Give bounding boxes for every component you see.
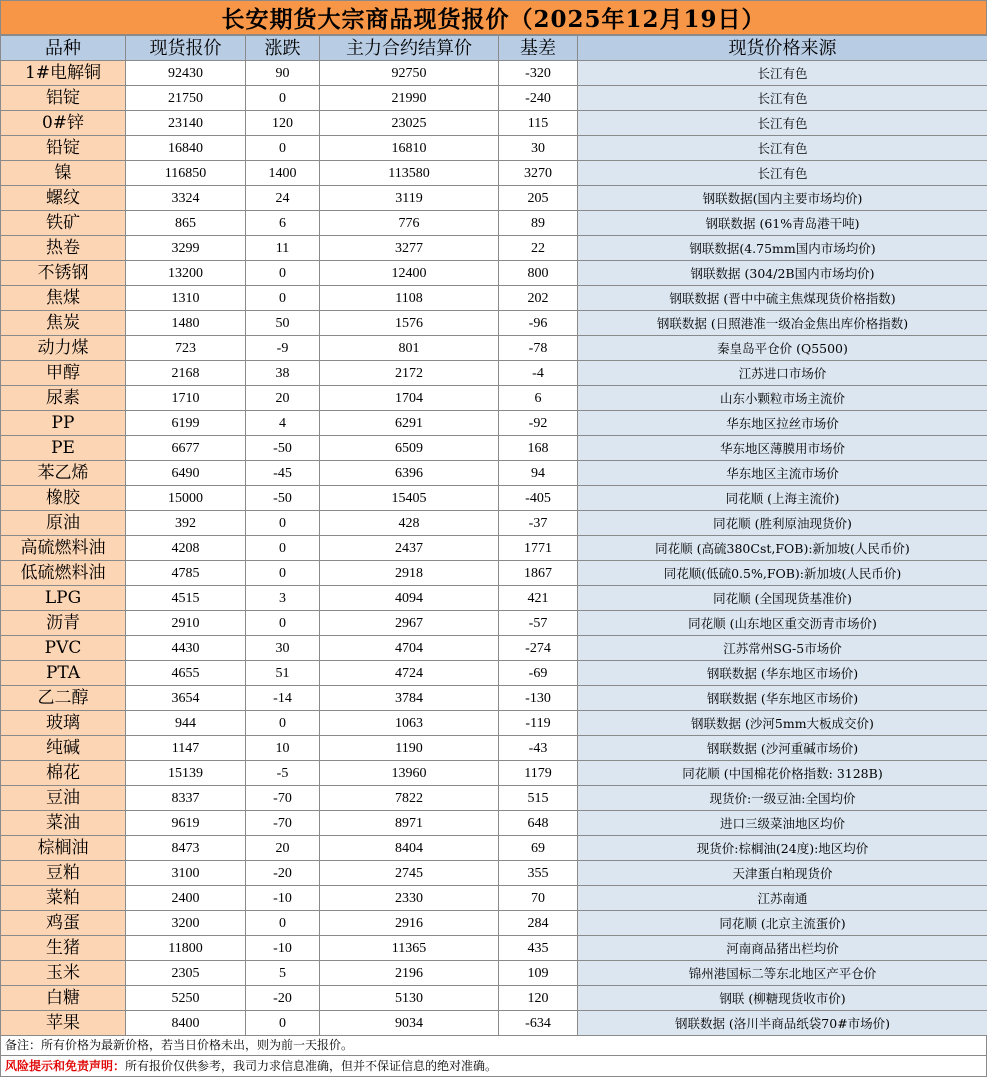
basis-value: -320	[499, 61, 578, 86]
table-row	[1, 361, 987, 386]
price-change: 10	[246, 736, 320, 761]
basis-value: 435	[499, 936, 578, 961]
settlement-price: 1576	[320, 311, 499, 336]
commodity-name: 豆油	[1, 786, 126, 811]
commodity-name: 螺纹	[1, 186, 126, 211]
table-row	[1, 186, 987, 211]
table-row	[1, 261, 987, 286]
table-body	[1, 61, 987, 1036]
settlement-price: 4094	[320, 586, 499, 611]
basis-value: 30	[499, 136, 578, 161]
spot-price: 5250	[126, 986, 246, 1011]
settlement-price: 6291	[320, 411, 499, 436]
spot-price: 2168	[126, 361, 246, 386]
price-change: 50	[246, 311, 320, 336]
settlement-price: 16810	[320, 136, 499, 161]
commodity-name: 铝锭	[1, 86, 126, 111]
price-source: 现货价:棕榈油(24度):地区均价	[578, 836, 987, 861]
settlement-price: 1704	[320, 386, 499, 411]
price-change: 11	[246, 236, 320, 261]
commodity-name: 甲醇	[1, 361, 126, 386]
price-change: -9	[246, 336, 320, 361]
price-change: 4	[246, 411, 320, 436]
settlement-price: 92750	[320, 61, 499, 86]
spot-price: 11800	[126, 936, 246, 961]
table-row	[1, 736, 987, 761]
spot-price: 8337	[126, 786, 246, 811]
price-change: 38	[246, 361, 320, 386]
table-row	[1, 61, 987, 86]
basis-value: 115	[499, 111, 578, 136]
table-row	[1, 436, 987, 461]
settlement-price: 8971	[320, 811, 499, 836]
settlement-price: 801	[320, 336, 499, 361]
basis-value: 22	[499, 236, 578, 261]
basis-value: 120	[499, 986, 578, 1011]
price-source: 长江有色	[578, 61, 987, 86]
price-change: 20	[246, 836, 320, 861]
price-change: 0	[246, 561, 320, 586]
commodity-name: PE	[1, 436, 126, 461]
table-row	[1, 511, 987, 536]
settlement-price: 6509	[320, 436, 499, 461]
price-change: 0	[246, 511, 320, 536]
spot-price: 723	[126, 336, 246, 361]
price-source: 钢联数据 (61%青岛港干吨)	[578, 211, 987, 236]
settlement-price: 11365	[320, 936, 499, 961]
basis-value: -634	[499, 1011, 578, 1036]
commodity-name: 动力煤	[1, 336, 126, 361]
price-change: -50	[246, 436, 320, 461]
basis-value: 1867	[499, 561, 578, 586]
commodity-name: 热卷	[1, 236, 126, 261]
settlement-price: 15405	[320, 486, 499, 511]
commodity-name: PTA	[1, 661, 126, 686]
price-source: 钢联数据 (洛川半商品纸袋70#市场价)	[578, 1011, 987, 1036]
spot-price: 15139	[126, 761, 246, 786]
price-change: 20	[246, 386, 320, 411]
commodity-name: 棕榈油	[1, 836, 126, 861]
commodity-name: 原油	[1, 511, 126, 536]
spot-price: 21750	[126, 86, 246, 111]
basis-value: 3270	[499, 161, 578, 186]
table-row	[1, 336, 987, 361]
settlement-price: 1108	[320, 286, 499, 311]
basis-value: 70	[499, 886, 578, 911]
price-source: 钢联数据 (日照港准一级冶金焦出库价格指数)	[578, 311, 987, 336]
commodity-name: 豆粕	[1, 861, 126, 886]
commodity-name: 不锈钢	[1, 261, 126, 286]
price-change: 0	[246, 86, 320, 111]
table-row	[1, 711, 987, 736]
price-source: 山东小颗粒市场主流价	[578, 386, 987, 411]
price-source: 同花顺 (上海主流价)	[578, 486, 987, 511]
price-source: 江苏常州SG-5市场价	[578, 636, 987, 661]
table-row	[1, 811, 987, 836]
settlement-price: 2330	[320, 886, 499, 911]
spot-price: 1147	[126, 736, 246, 761]
spot-price: 3654	[126, 686, 246, 711]
price-change: 30	[246, 636, 320, 661]
price-change: -14	[246, 686, 320, 711]
price-source: 同花顺 (北京主流蛋价)	[578, 911, 987, 936]
commodity-name: 生猪	[1, 936, 126, 961]
commodity-name: 橡胶	[1, 486, 126, 511]
price-change: 120	[246, 111, 320, 136]
table-row	[1, 961, 987, 986]
price-change: 0	[246, 136, 320, 161]
price-source: 同花顺 (高硫380Cst,FOB):新加坡(人民币价)	[578, 536, 987, 561]
price-source: 江苏南通	[578, 886, 987, 911]
price-change: 90	[246, 61, 320, 86]
commodity-name: 苯乙烯	[1, 461, 126, 486]
basis-value: 69	[499, 836, 578, 861]
basis-value: -4	[499, 361, 578, 386]
price-source: 钢联数据(国内主要市场均价)	[578, 186, 987, 211]
basis-value: -92	[499, 411, 578, 436]
spot-price: 92430	[126, 61, 246, 86]
table-row	[1, 286, 987, 311]
commodity-name: 焦炭	[1, 311, 126, 336]
price-source: 长江有色	[578, 111, 987, 136]
settlement-price: 13960	[320, 761, 499, 786]
settlement-price: 3277	[320, 236, 499, 261]
table-row	[1, 411, 987, 436]
price-source: 河南商品猪出栏均价	[578, 936, 987, 961]
commodity-name: 鸡蛋	[1, 911, 126, 936]
header-commodity: 品种	[1, 36, 126, 61]
settlement-price: 4724	[320, 661, 499, 686]
settlement-price: 3784	[320, 686, 499, 711]
spot-price: 3200	[126, 911, 246, 936]
basis-value: -78	[499, 336, 578, 361]
disclaimer-text: 所有报价仅供参考，我司力求信息准确，但并不保证信息的绝对准确。	[125, 1059, 497, 1073]
table-row	[1, 836, 987, 861]
settlement-price: 2967	[320, 611, 499, 636]
commodity-name: 乙二醇	[1, 686, 126, 711]
sheet-title: 长安期货大宗商品现货报价（2025年12月19日）	[0, 0, 987, 35]
table-row	[1, 586, 987, 611]
table-row	[1, 86, 987, 111]
spot-price: 13200	[126, 261, 246, 286]
spot-price: 2305	[126, 961, 246, 986]
basis-value: -37	[499, 511, 578, 536]
spot-price: 2400	[126, 886, 246, 911]
commodity-name: 沥青	[1, 611, 126, 636]
commodity-name: LPG	[1, 586, 126, 611]
table-row	[1, 136, 987, 161]
commodity-name: 苹果	[1, 1011, 126, 1036]
price-change: -10	[246, 886, 320, 911]
price-source: 钢联数据(4.75mm国内市场均价)	[578, 236, 987, 261]
price-change: -45	[246, 461, 320, 486]
spot-price: 392	[126, 511, 246, 536]
price-source: 钢联数据 (304/2B国内市场均价)	[578, 261, 987, 286]
basis-value: 202	[499, 286, 578, 311]
table-row	[1, 211, 987, 236]
spot-price: 16840	[126, 136, 246, 161]
price-change: 6	[246, 211, 320, 236]
table-row	[1, 911, 987, 936]
header-settlement: 主力合约结算价	[320, 36, 499, 61]
basis-value: 421	[499, 586, 578, 611]
table-row	[1, 936, 987, 961]
spot-price: 116850	[126, 161, 246, 186]
table-row	[1, 161, 987, 186]
price-source: 锦州港国标二等东北地区产平仓价	[578, 961, 987, 986]
settlement-price: 113580	[320, 161, 499, 186]
basis-value: -405	[499, 486, 578, 511]
spot-price: 3324	[126, 186, 246, 211]
commodity-name: 玻璃	[1, 711, 126, 736]
settlement-price: 5130	[320, 986, 499, 1011]
settlement-price: 2745	[320, 861, 499, 886]
basis-value: 168	[499, 436, 578, 461]
settlement-price: 3119	[320, 186, 499, 211]
commodity-name: 棉花	[1, 761, 126, 786]
basis-value: 94	[499, 461, 578, 486]
spot-price: 8473	[126, 836, 246, 861]
commodity-name: 玉米	[1, 961, 126, 986]
basis-value: 89	[499, 211, 578, 236]
table-row	[1, 1011, 987, 1036]
table-row	[1, 536, 987, 561]
price-source: 华东地区主流市场价	[578, 461, 987, 486]
basis-value: 109	[499, 961, 578, 986]
spot-price: 8400	[126, 1011, 246, 1036]
price-change: 51	[246, 661, 320, 686]
price-change: 0	[246, 536, 320, 561]
basis-value: 205	[499, 186, 578, 211]
spot-price: 4208	[126, 536, 246, 561]
settlement-price: 6396	[320, 461, 499, 486]
spot-price: 4430	[126, 636, 246, 661]
spot-price: 4655	[126, 661, 246, 686]
header-basis: 基差	[499, 36, 578, 61]
spot-price: 1310	[126, 286, 246, 311]
table-row	[1, 311, 987, 336]
price-change: 1400	[246, 161, 320, 186]
settlement-price: 2196	[320, 961, 499, 986]
table-row	[1, 786, 987, 811]
table-row	[1, 486, 987, 511]
price-source: 钢联数据 (华东地区市场价)	[578, 686, 987, 711]
basis-value: 648	[499, 811, 578, 836]
basis-value: 1179	[499, 761, 578, 786]
settlement-price: 1190	[320, 736, 499, 761]
price-source: 长江有色	[578, 136, 987, 161]
spot-price: 1710	[126, 386, 246, 411]
basis-value: -130	[499, 686, 578, 711]
price-change: -70	[246, 811, 320, 836]
price-change: -20	[246, 986, 320, 1011]
commodity-name: 尿素	[1, 386, 126, 411]
price-change: -20	[246, 861, 320, 886]
spot-price: 23140	[126, 111, 246, 136]
basis-value: 800	[499, 261, 578, 286]
price-change: -10	[246, 936, 320, 961]
settlement-price: 21990	[320, 86, 499, 111]
basis-value: 1771	[499, 536, 578, 561]
price-change: 0	[246, 711, 320, 736]
basis-value: -57	[499, 611, 578, 636]
price-change: 0	[246, 1011, 320, 1036]
spot-price: 3299	[126, 236, 246, 261]
spot-price: 3100	[126, 861, 246, 886]
table-row	[1, 386, 987, 411]
basis-value: -96	[499, 311, 578, 336]
table-row	[1, 461, 987, 486]
header-row	[1, 36, 987, 61]
basis-value: -43	[499, 736, 578, 761]
settlement-price: 2918	[320, 561, 499, 586]
price-source: 同花顺 (全国现货基准价)	[578, 586, 987, 611]
table-row	[1, 661, 987, 686]
table-row	[1, 861, 987, 886]
commodity-name: 焦煤	[1, 286, 126, 311]
commodity-name: 铅锭	[1, 136, 126, 161]
price-source: 华东地区薄膜用市场价	[578, 436, 987, 461]
commodity-name: 高硫燃料油	[1, 536, 126, 561]
settlement-price: 7822	[320, 786, 499, 811]
price-change: 0	[246, 911, 320, 936]
table-row	[1, 561, 987, 586]
commodity-name: PP	[1, 411, 126, 436]
commodity-name: 1#电解铜	[1, 61, 126, 86]
table-row	[1, 636, 987, 661]
basis-value: 355	[499, 861, 578, 886]
table-row	[1, 886, 987, 911]
table-row	[1, 686, 987, 711]
settlement-price: 4704	[320, 636, 499, 661]
basis-value: -240	[499, 86, 578, 111]
price-source: 长江有色	[578, 86, 987, 111]
settlement-price: 2437	[320, 536, 499, 561]
price-source: 进口三级菜油地区均价	[578, 811, 987, 836]
table-row	[1, 761, 987, 786]
basis-value: -69	[499, 661, 578, 686]
basis-value: -119	[499, 711, 578, 736]
table-row	[1, 236, 987, 261]
spot-price: 944	[126, 711, 246, 736]
header-spot-price: 现货报价	[126, 36, 246, 61]
settlement-price: 776	[320, 211, 499, 236]
settlement-price: 1063	[320, 711, 499, 736]
price-source: 秦皇岛平仓价 (Q5500)	[578, 336, 987, 361]
basis-value: -274	[499, 636, 578, 661]
footnote: 备注：所有价格为最新价格，若当日价格未出，则为前一天报价。	[0, 1036, 987, 1056]
spot-price: 4785	[126, 561, 246, 586]
commodity-name: 0#锌	[1, 111, 126, 136]
table-row	[1, 611, 987, 636]
price-source: 天津蛋白粕现货价	[578, 861, 987, 886]
price-change: 0	[246, 261, 320, 286]
settlement-price: 2172	[320, 361, 499, 386]
spot-price: 6199	[126, 411, 246, 436]
basis-value: 6	[499, 386, 578, 411]
price-change: 0	[246, 286, 320, 311]
price-source: 同花顺(低硫0.5%,FOB):新加坡(人民币价)	[578, 561, 987, 586]
commodity-name: 纯碱	[1, 736, 126, 761]
spot-price: 15000	[126, 486, 246, 511]
commodity-name: 低硫燃料油	[1, 561, 126, 586]
spot-price: 6490	[126, 461, 246, 486]
settlement-price: 2916	[320, 911, 499, 936]
commodity-name: 铁矿	[1, 211, 126, 236]
basis-value: 284	[499, 911, 578, 936]
price-source: 长江有色	[578, 161, 987, 186]
price-change: 5	[246, 961, 320, 986]
commodity-name: PVC	[1, 636, 126, 661]
price-change: 24	[246, 186, 320, 211]
table-row	[1, 986, 987, 1011]
price-change: -50	[246, 486, 320, 511]
price-source: 钢联数据 (晋中中硫主焦煤现货价格指数)	[578, 286, 987, 311]
settlement-price: 428	[320, 511, 499, 536]
price-source: 同花顺 (胜利原油现货价)	[578, 511, 987, 536]
price-change: 3	[246, 586, 320, 611]
header-change: 涨跌	[246, 36, 320, 61]
spot-price: 1480	[126, 311, 246, 336]
settlement-price: 8404	[320, 836, 499, 861]
price-change: -70	[246, 786, 320, 811]
price-source: 钢联数据 (华东地区市场价)	[578, 661, 987, 686]
table-row	[1, 111, 987, 136]
price-source: 钢联数据 (沙河5mm大板成交价)	[578, 711, 987, 736]
disclaimer-label: 风险提示和免责声明：	[5, 1059, 125, 1073]
settlement-price: 12400	[320, 261, 499, 286]
price-change: -5	[246, 761, 320, 786]
spot-price: 6677	[126, 436, 246, 461]
price-change: 0	[246, 611, 320, 636]
spot-price: 2910	[126, 611, 246, 636]
price-source: 华东地区拉丝市场价	[578, 411, 987, 436]
settlement-price: 23025	[320, 111, 499, 136]
spot-price: 865	[126, 211, 246, 236]
commodity-name: 镍	[1, 161, 126, 186]
settlement-price: 9034	[320, 1011, 499, 1036]
price-source: 同花顺 (山东地区重交沥青市场价)	[578, 611, 987, 636]
price-source: 钢联 (柳糖现货收市价)	[578, 986, 987, 1011]
commodity-name: 菜粕	[1, 886, 126, 911]
commodity-name: 白糖	[1, 986, 126, 1011]
price-source: 同花顺 (中国棉花价格指数: 3128B)	[578, 761, 987, 786]
quote-table	[0, 35, 987, 1036]
price-source: 现货价:一级豆油:全国均价	[578, 786, 987, 811]
header-source: 现货价格来源	[578, 36, 987, 61]
basis-value: 515	[499, 786, 578, 811]
spot-price: 9619	[126, 811, 246, 836]
spot-price: 4515	[126, 586, 246, 611]
price-source: 江苏进口市场价	[578, 361, 987, 386]
commodity-name: 菜油	[1, 811, 126, 836]
price-source: 钢联数据 (沙河重碱市场价)	[578, 736, 987, 761]
